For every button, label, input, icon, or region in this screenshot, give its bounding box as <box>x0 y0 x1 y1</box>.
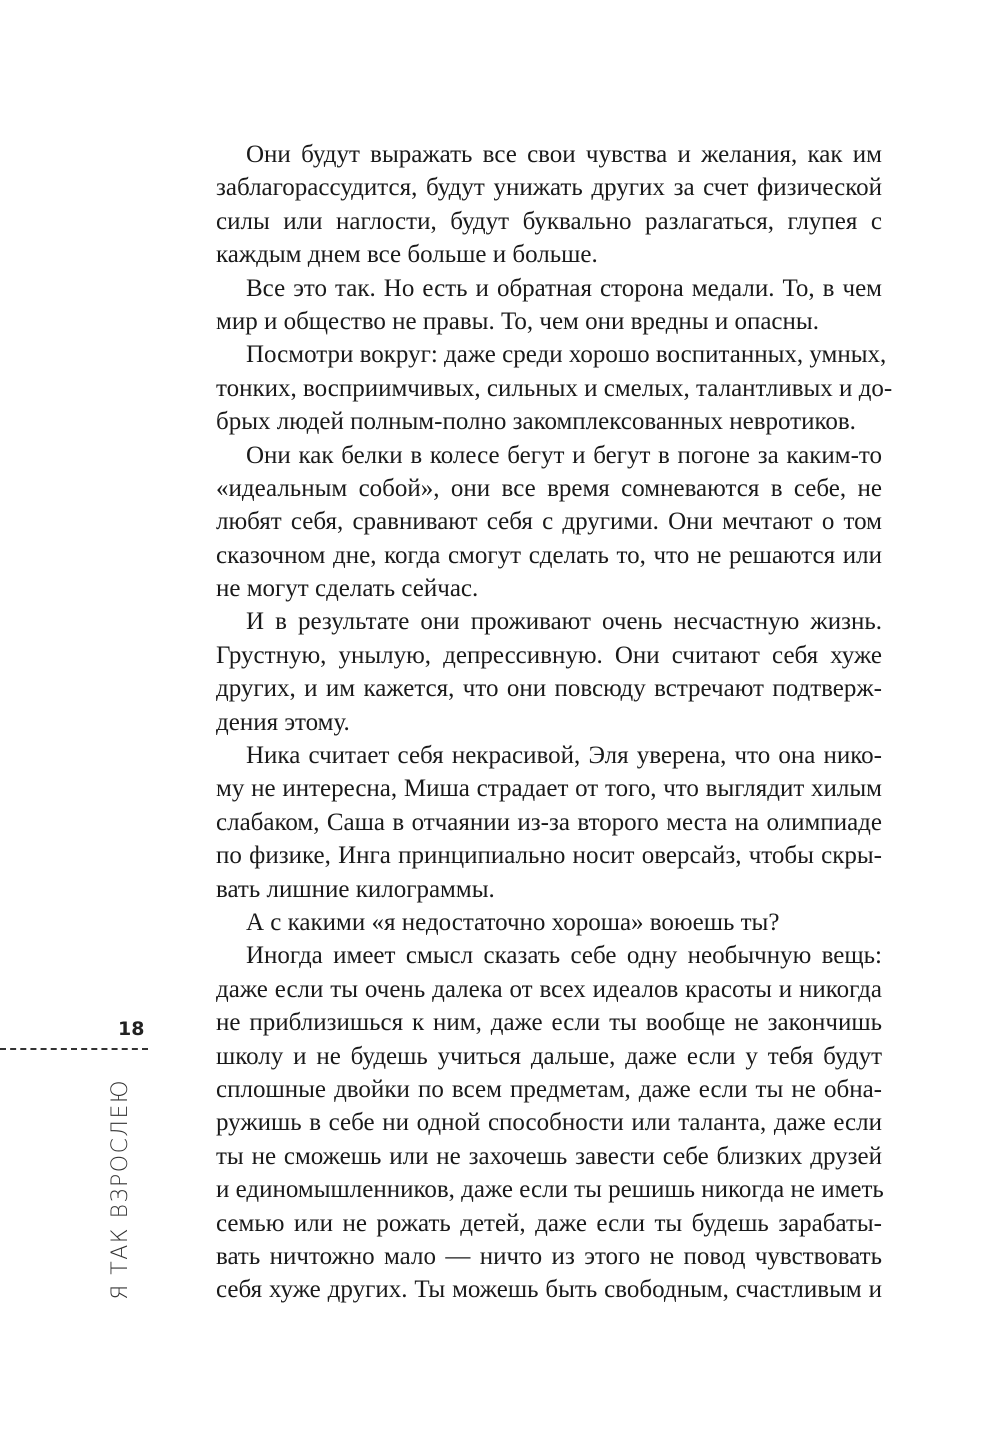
body-text <box>216 138 893 1307</box>
text-line: Посмотри вокруг: даже среди хорошо воспитанных, умных, <box>246 341 887 369</box>
page-number: 18 <box>118 1018 145 1040</box>
text-line: вать ничтожно мало — ничто из этого не повод чувствовать <box>216 1242 882 1270</box>
text-line: силы или наглости, будут буквально разлагаться, глупея с <box>216 207 882 235</box>
text-line: вать лишние килограммы. <box>216 875 495 903</box>
text-line: каждым днем все больше и больше. <box>216 241 598 269</box>
text-line: И в результате они проживают очень несчастную жизнь. <box>246 608 882 636</box>
text-line: ружишь в себе ни одной способности или таланта, даже если <box>216 1109 882 1137</box>
text-line: А с какими «я недостаточно хороша» воюешь ты? <box>246 908 780 936</box>
text-line: себя хуже других. Ты можешь быть свободным, счастливым и <box>216 1276 882 1304</box>
running-head: Я ТАК ВЗРОСЛЕЮ <box>108 1078 133 1300</box>
text-line: тонких, восприимчивых, сильных и смелых, талантливых и до- <box>216 374 893 402</box>
text-line: семью или не рожать детей, даже если ты будешь зарабаты- <box>216 1209 882 1237</box>
text-line: слабаком, Саша в отчаянии из-за второго места на олимпиаде <box>216 808 882 836</box>
text-line: других, и им кажется, что они повсюду встречают подтверж- <box>216 675 882 703</box>
text-line: не приблизишься к ним, даже если ты вообще не закончишь <box>216 1009 882 1037</box>
text-line: му не интересна, Миша страдает от того, что выглядит хилым <box>216 775 882 803</box>
text-line: «идеальным собой», они все время сомневаются в себе, не <box>216 474 882 502</box>
text-line: сказочном дне, когда смогут сделать то, что не решаются или <box>216 541 882 569</box>
text-line: по физике, Инга принципиально носит оверсайз, чтобы скры- <box>216 842 882 870</box>
text-line: Ника считает себя некрасивой, Эля уверена, что она нико- <box>246 742 882 770</box>
text-line: и единомышленников, даже если ты решишь никогда не иметь <box>216 1176 884 1204</box>
text-line: школу и не будешь учиться дальше, даже если у тебя будут <box>216 1042 882 1070</box>
text-line: дения этому. <box>216 708 350 736</box>
text-line: Они как белки в колесе бегут и бегут в погоне за каким-то <box>246 441 882 469</box>
text-line: Грустную, унылую, депрессивную. Они считают себя хуже <box>216 641 882 669</box>
text-line: сплошные двойки по всем предметам, даже если ты не обна- <box>216 1075 882 1103</box>
text-line: ты не сможешь или не захочешь завести себе близких друзей <box>216 1142 882 1170</box>
dashed-divider <box>0 1048 148 1050</box>
text-line: брых людей полным-полно закомплексованных невротиков. <box>216 408 856 436</box>
text-line: даже если ты очень далека от всех идеалов красоты и никогда <box>216 975 882 1003</box>
text-line: заблагорассудится, будут унижать других за счет физической <box>216 174 882 202</box>
text-line: мир и общество не правы. То, чем они вредны и опасны. <box>216 307 819 335</box>
text-line: не могут сделать сейчас. <box>216 575 479 603</box>
text-line: любят себя, сравнивают себя с другими. Они мечтают о том <box>216 508 882 536</box>
text-line: Иногда имеет смысл сказать себе одну необычную вещь: <box>246 942 882 970</box>
text-line: Они будут выражать все свои чувства и желания, как им <box>246 141 882 168</box>
text-line: Все это так. Но есть и обратная сторона медали. То, в чем <box>246 274 882 302</box>
